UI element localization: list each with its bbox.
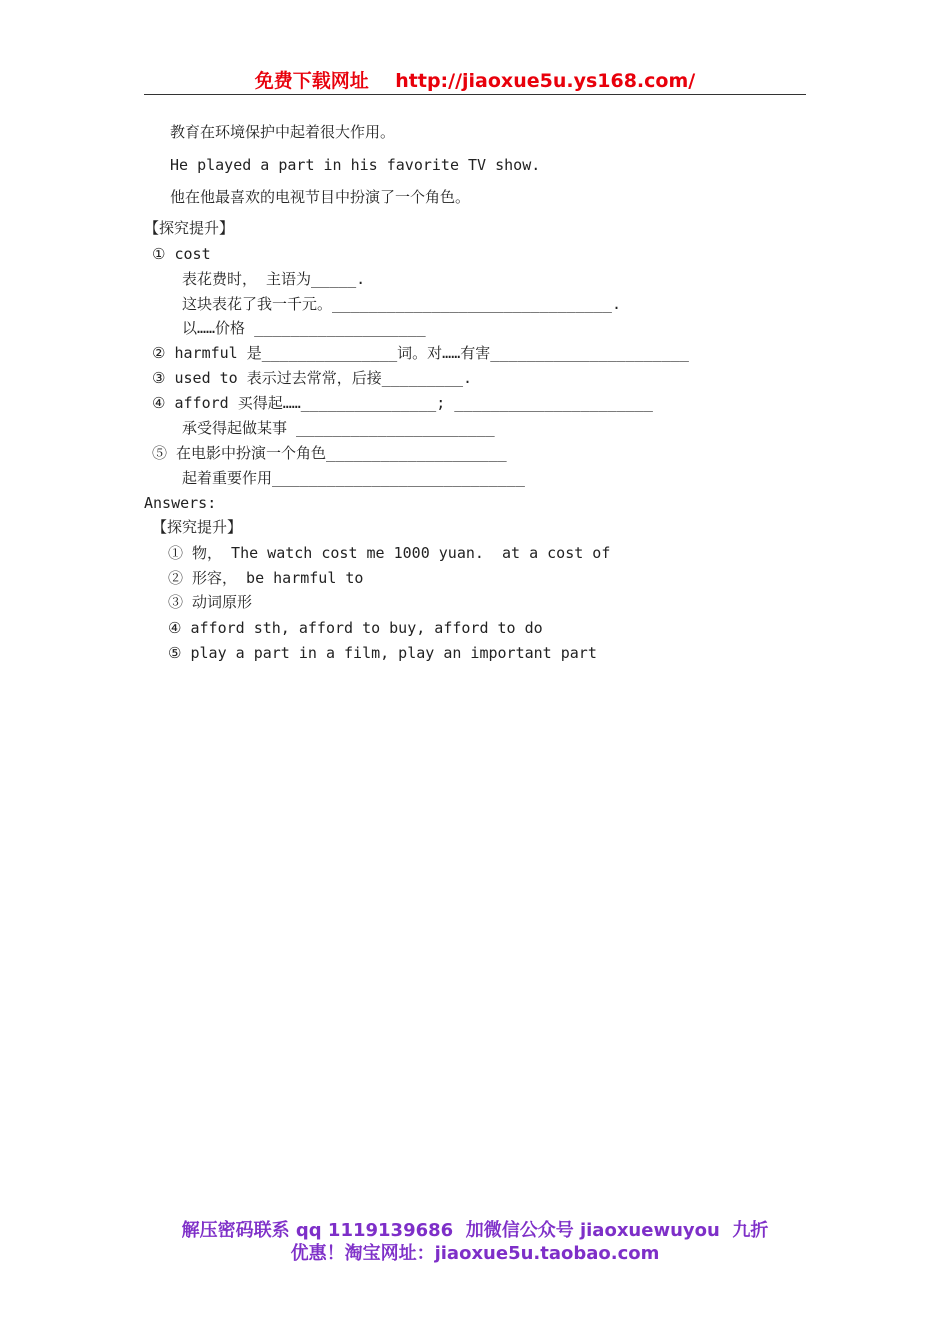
explore-item: ① cost [152,245,211,263]
explore-item: ③ used to 表示过去常常，后接_________. [152,369,473,387]
explore-item: 表花费时， 主语为_____. [182,270,366,288]
explore-item: ⑤ 在电影中扮演一个角色____________________ [152,444,507,462]
answer-item: ⑤ play a part in a film, play an important part [168,644,597,662]
footer-line-1: 解压密码联系 qq 1119139686 加微信公众号 jiaoxuewuyou 九折 [181,1220,769,1241]
explore-item: 以……价格 ___________________ [182,319,426,337]
footer-line-2: 优惠！淘宝网址：jiaoxue5u.taobao.com [290,1243,660,1264]
page-header [144,66,806,95]
intro-line-2: He played a part in his favorite TV show. [170,156,541,174]
answer-item: ③ 动词原形 [168,593,253,611]
explore-heading: 【探究提升】 [144,219,235,237]
explore-item: 这块表花了我一千元。_______________________________. [182,295,621,313]
answer-item: ① 物， The watch cost me 1000 yuan. at a cost of [168,544,611,562]
answers-heading: 【探究提升】 [152,518,243,536]
intro-line-3: 他在他最喜欢的电视节目中扮演了一个角色。 [170,188,471,206]
explore-item: ② harmful 是_______________词。对……有害______________________ [152,344,689,362]
intro-line-1: 教育在环境保护中起着很大作用。 [170,123,396,141]
answers-label: Answers: [144,494,217,512]
explore-item: 起着重要作用____________________________ [182,469,525,487]
explore-item: 承受得起做某事 ______________________ [182,419,495,437]
header-site-label: 免费下载网址 [254,70,369,92]
answer-item: ② 形容， be harmful to [168,569,364,587]
header-site-url[interactable]: http://jiaoxue5u.ys168.com/ [395,70,696,92]
explore-item: ④ afford 买得起……_______________; ______________________ [152,394,653,412]
answer-item: ④ afford sth, afford to buy, afford to do [168,619,543,637]
